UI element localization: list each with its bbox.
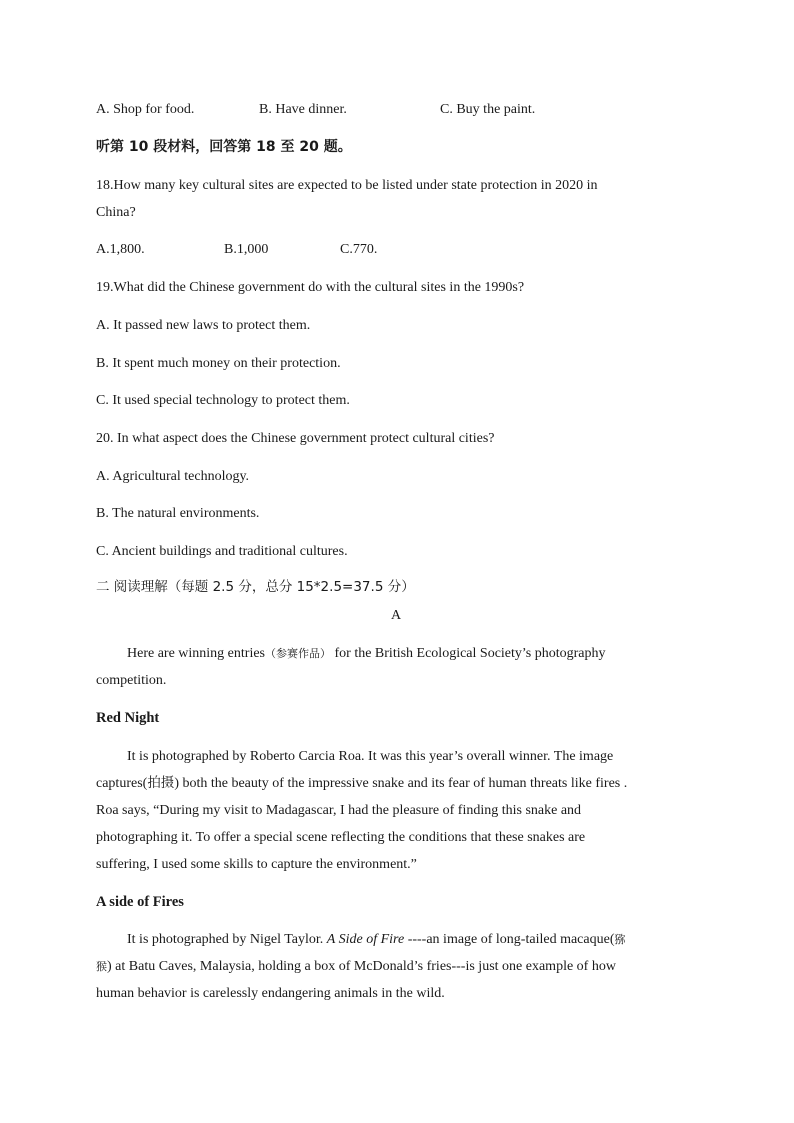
side-of-fires-line2-after: ) at Batu Caves, Malaysia, holding a box of McDonald’s fries---is just one example of how xyxy=(107,959,616,974)
q18-question-line1: 18.How many key cultural sites are expected to be listed under state protection in 2020 in xyxy=(96,178,598,193)
section-10-instruction: 听第 10 段材料，回答第 18 至 20 题。 xyxy=(96,139,352,155)
q18-options xyxy=(96,240,377,260)
side-of-fires-cn-gloss-2: 猴 xyxy=(96,960,107,973)
intro-paragraph xyxy=(96,640,694,694)
intro-text-before: Here are winning entries xyxy=(127,646,265,661)
q17-options xyxy=(96,100,535,120)
q20-option-b: B. The natural environments. xyxy=(96,506,260,521)
side-of-fires-line1-before: It is photographed by Nigel Taylor. xyxy=(127,932,327,947)
red-night-title: Red Night xyxy=(96,710,160,726)
q19-option-c: C. It used special technology to protect them. xyxy=(96,393,350,408)
q18-option-b: B.1,000 xyxy=(224,242,269,257)
red-night-line2-before: captures( xyxy=(96,776,148,791)
side-of-fires-paragraph xyxy=(96,926,694,1007)
side-of-fires-line3: human behavior is carelessly endangering animals in the wild. xyxy=(96,986,445,1001)
q18-option-a: A.1,800. xyxy=(96,242,145,257)
side-of-fires-line1-after: ----an image of long-tailed macaque( xyxy=(404,932,615,947)
side-of-fires-italic-title: A Side of Fire xyxy=(326,932,405,947)
intro-line2: competition. xyxy=(96,673,167,688)
q19-question: 19.What did the Chinese government do with the cultural sites in the 1990s? xyxy=(96,280,525,295)
q18-question xyxy=(96,172,694,226)
q20-option-c: C. Ancient buildings and traditional cultures. xyxy=(96,544,348,559)
q20-option-a: A. Agricultural technology. xyxy=(96,469,250,484)
red-night-line5: suffering, I used some skills to capture the environment.” xyxy=(96,857,417,872)
q19-option-b: B. It spent much money on their protection. xyxy=(96,356,341,371)
part-a-label: A xyxy=(390,608,402,623)
intro-cn-gloss: （参赛作品） xyxy=(265,647,331,660)
red-night-line2 xyxy=(96,770,694,797)
side-of-fires-cn-gloss-1: 猕 xyxy=(614,933,626,946)
red-night-line2-after: ) both the beauty of the impressive snake and its fear of human threats like fires . xyxy=(174,776,628,791)
red-night-line4: photographing it. To offer a special scene reflecting the conditions that these snakes are xyxy=(96,830,586,845)
q17-option-c: C. Buy the paint. xyxy=(440,102,536,117)
q18-question-line2: China? xyxy=(96,205,136,220)
red-night-line3: Roa says, “During my visit to Madagascar, I had the pleasure of finding this snake and xyxy=(96,803,582,818)
reading-section-heading: 二 阅读理解（每题 2.5 分，总分 15*2.5=37.5 分） xyxy=(96,579,415,595)
q19-option-a: A. It passed new laws to protect them. xyxy=(96,318,311,333)
side-of-fires-title: A side of Fires xyxy=(96,894,184,910)
red-night-cn-gloss: 拍摄 xyxy=(147,775,175,791)
red-night-line1: It is photographed by Roberto Carcia Roa. It was this year’s overall winner. The image xyxy=(127,749,614,764)
q17-option-b: B. Have dinner. xyxy=(259,102,347,117)
q20-question: 20. In what aspect does the Chinese government protect cultural cities? xyxy=(96,431,495,446)
side-of-fires-line2 xyxy=(96,953,694,980)
intro-text-after: for the British Ecological Society’s photography xyxy=(331,646,606,661)
q18-option-c: C.770. xyxy=(340,242,378,257)
red-night-paragraph xyxy=(96,743,694,878)
side-of-fires-line1 xyxy=(96,926,694,953)
q17-option-a: A. Shop for food. xyxy=(96,102,195,117)
